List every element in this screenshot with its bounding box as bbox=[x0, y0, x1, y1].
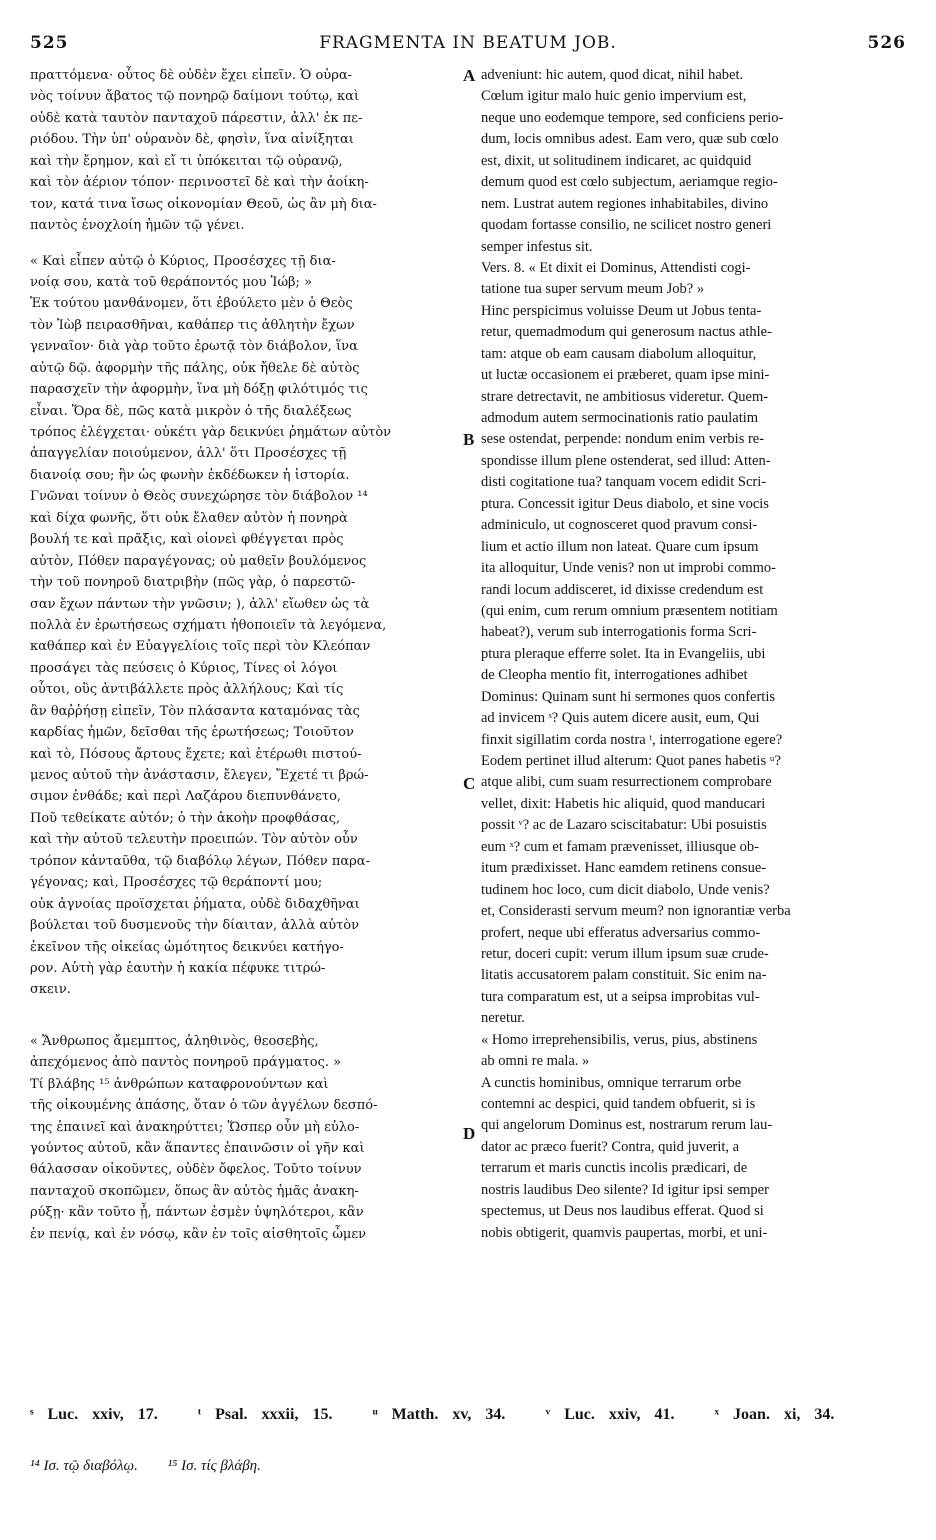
text-line: tam: atque ob eam causam diabolum alloquitur, bbox=[481, 345, 757, 362]
text-line: ἐκεῖνον τῆς οἰκείας ὠμότητος δεικνύει κατήγο- bbox=[30, 939, 344, 955]
text-line: neque uno eodemque tempore, sed conficiens perio- bbox=[481, 109, 784, 126]
text-line: randi locum addisceret, id dixisse credendum est bbox=[481, 581, 764, 598]
footnote-ref: ᵘ Matth. xv, 34. bbox=[372, 1406, 506, 1423]
text-line: πραττόμενα· οὗτος δὲ οὐδὲν ἔχει εἰπεῖν. Ὁ οὐρα- bbox=[30, 68, 353, 83]
text-line: ἂν θαῤῥήσῃ εἰπεῖν, Τὸν πλάσαντα καταμόνας τὰς bbox=[30, 703, 360, 719]
text-line: spondisse illum plene ostenderat, sed illud: Atten- bbox=[481, 452, 771, 469]
text-line: itum prædixisset. Hanc eamdem retinens consue- bbox=[481, 860, 767, 877]
text-line: γενναῖον· διὰ γὰρ τοῦτο ἐρωτᾷ τὸν διάβολον, ἵνα bbox=[30, 339, 358, 355]
text-line: semper infestus sit. bbox=[481, 238, 593, 255]
margin-mark-a: A bbox=[463, 66, 476, 85]
text-line: οὗτοι, οὓς ἀντιβάλλετε πρὸς ἀλλήλους; Καὶ τίς bbox=[30, 682, 344, 698]
text-line: (qui enim, cum rerum omnium præsentem notitiam bbox=[481, 602, 778, 619]
text-line: ab omni re mala. » bbox=[481, 1053, 590, 1070]
text-line: Ποῦ τεθείκατε αὐτόν; ὁ τὴν ἀκοὴν προφθάσας, bbox=[30, 810, 341, 826]
text-line: ἀπαγγελίαν ποιούμενον, ἀλλ' ὅτι Προσέσχες τῇ bbox=[30, 446, 347, 462]
latin-text bbox=[481, 65, 907, 1244]
text-line: retur, doceri cupit: verum illum ipsum suæ crude- bbox=[481, 945, 769, 962]
text-line: ut luctæ occasionem ei præberet, quam ipse mini- bbox=[481, 367, 770, 384]
text-line: καὶ τὸν ἀέριον τόπον· περινοστεῖ δὲ καὶ τὴν ἀοίκη- bbox=[30, 175, 369, 191]
margin-mark-c: C bbox=[463, 774, 476, 793]
text-line: θάλασσαν οἰκοῦντες, οὐδὲν ὄφελος. Τοῦτο τοίνυν bbox=[30, 1162, 362, 1178]
text-line: ptura. Concessit igitur Deus diabolo, et sine vocis bbox=[481, 495, 769, 512]
text-line: ἐν πενίᾳ, καὶ ἐν νόσῳ, κἂν ἐν τοῖς αἰσθητοῖς ὦμεν bbox=[30, 1226, 367, 1242]
footnote-variant: ¹⁴ Ισ. τῷ διαβόλῳ. bbox=[30, 1458, 138, 1474]
text-line: quodam fortasse consilio, ne scilicet nostro generi bbox=[481, 217, 772, 234]
text-line: de Cleopha mentio fit, interrogationes adhibet bbox=[481, 667, 748, 684]
text-line: profert, neque ubi efferatus adversarius commo- bbox=[481, 924, 761, 941]
text-line: γούντος αὐτοῦ, κἂν ἅπαντες ἐπαινῶσιν οἱ γῆν καὶ bbox=[30, 1141, 365, 1156]
text-line: qui angelorum Dominus est, nostrarum rerum lau- bbox=[481, 1117, 773, 1134]
text-line: τρόπος ἐλέγχεται· οὐκέτι γὰρ δεικνύει ῥημάτων αὐτὸν bbox=[30, 425, 392, 440]
text-line: καὶ τὴν αὐτοῦ τελευτὴν προειπών. Τὸν αὐτὸν οὖν bbox=[30, 832, 358, 848]
text-line: terrarum et maris cunctis incolis prædicari, de bbox=[481, 1160, 748, 1177]
text-line: habeat?), verum sub interrogationis forma Scri- bbox=[481, 624, 757, 641]
text-line: ρον. Αὐτὴ γὰρ ἑαυτὴν ἡ κακία πέφυκε τιτρώ- bbox=[30, 960, 326, 976]
text-line: οὐκ ἀγνοίας προϊσχεται ῥήματα, οὐδὲ διδαχθῆναι bbox=[30, 896, 360, 912]
text-line: spectemus, ut Deus nos laudibus efferat. Quod si bbox=[481, 1203, 764, 1220]
text-line: lium et actio illum non lateat. Quare cum ipsum bbox=[481, 538, 759, 555]
footnote-references bbox=[30, 1406, 906, 1424]
margin-mark-b: B bbox=[463, 430, 475, 449]
text-line: nem. Lustrat autem regiones inhabitabiles, divino bbox=[481, 195, 769, 212]
text-line: admodum autem sermocinationis ratio paulatim bbox=[481, 410, 759, 426]
text-line: τῆς οἰκουμένης ἁπάσης, ὅταν ὁ τῶν ἀγγέλων δεσπό- bbox=[30, 1098, 378, 1114]
text-line: Τί βλάβης ¹⁵ ἀνθρώπων καταφρονούντων καὶ bbox=[30, 1076, 329, 1092]
text-line: ita alloquitur, Unde venis? non ut improbi commo- bbox=[481, 560, 777, 577]
text-line: eum ˣ? cum et famam prævenisset, illiusque ob- bbox=[481, 838, 760, 855]
text-line: Ἐκ τούτου μανθάνομεν, ὅτι ἐβούλετο μὲν ὁ Θεὸς bbox=[30, 296, 353, 312]
footnote-ref: ᵛ Luc. xxiv, 41. bbox=[545, 1406, 675, 1423]
text-line: νὸς τοίνυν ἄβατος τῷ πονηρῷ δαίμονι τούτῳ, καὶ bbox=[30, 89, 360, 105]
text-line: ἀπεχόμενος ἀπὸ παντὸς πονηροῦ πράγματος. » bbox=[30, 1055, 342, 1071]
text-line: vellet, dixit: Habetis hic aliquid, quod manducari bbox=[481, 795, 766, 812]
text-line: τὴν τοῦ πονηροῦ διατριβὴν (πῶς γὰρ, ὁ παρεστῶ- bbox=[30, 575, 356, 591]
text-line: καθάπερ καὶ ἐν Εὐαγγελίοις τοῖς περὶ τὸν Κλεόπαν bbox=[30, 639, 371, 655]
greek-paragraph-3 bbox=[30, 1031, 462, 1245]
text-line: dator ac præco fuerit? Contra, quid juverit, a bbox=[481, 1138, 740, 1155]
footnote-ref: ˢ Luc. xxiv, 17. bbox=[30, 1406, 158, 1423]
text-line: Dominus: Quinam sunt hi sermones quos confertis bbox=[481, 688, 776, 705]
text-line: et, Considerasti servum meum? non ignorantiæ verba bbox=[481, 903, 791, 920]
text-line: ad invicem ˢ? Quis autem dicere ausit, eum, Qui bbox=[481, 710, 760, 727]
text-line: neretur. bbox=[481, 1010, 525, 1027]
text-line: tatione tua super servum meum Job? » bbox=[481, 281, 705, 298]
text-line: διανοίᾳ σου; ἣν ὡς φωνὴν ἐκδέδωκεν ἡ ἱστορία. bbox=[30, 467, 350, 483]
text-line: παντὸς ἐνοχλοίη ἡμῶν τῷ γένει. bbox=[30, 218, 245, 234]
text-line: Vers. 8. « Et dixit ei Dominus, Attendisti cogi- bbox=[481, 259, 751, 276]
page-number-right: 526 bbox=[867, 33, 906, 53]
text-line: καρδίας ἡμῶν, δεῖσθαι τῆς ἐρωτήσεως; Τοιοῦτον bbox=[30, 725, 354, 741]
text-line: καὶ τὴν ἔρημον, καὶ εἴ τι ὑπόκειται τῷ οὐρανῷ, bbox=[30, 153, 343, 169]
text-line: βουλή τε καὶ πρᾶξις, καὶ οἱονεὶ φθέγγεται πρὸς bbox=[30, 532, 344, 548]
running-title: FRAGMENTA IN BEATUM JOB. bbox=[319, 33, 617, 53]
latin-column bbox=[481, 65, 907, 1244]
text-line: dum, locis omnibus adest. Eam vero, quæ sub cœlo bbox=[481, 131, 779, 148]
text-line: disti cogitatione tua? tanquam vocem edidit Scri- bbox=[481, 474, 767, 491]
greek-column bbox=[30, 65, 462, 1245]
text-line: παρασχεῖν τὴν ἀφορμὴν, ἵνα μὴ δόξῃ φιλότιμός τις bbox=[30, 382, 368, 398]
text-line: strare detrectavit, ne ambitiosus videretur. Quem- bbox=[481, 388, 769, 405]
text-line: αὐτῷ δῷ. ἀφορμὴν τῆς πάλης, οὐκ ἤθελε δὲ αὐτὸς bbox=[30, 360, 360, 376]
text-line: est, dixit, ut solitudinem indicaret, ac quidquid bbox=[481, 152, 752, 169]
text-line: Hinc perspicimus voluisse Deum ut Jobus tenta- bbox=[481, 302, 762, 319]
page-number-left: 525 bbox=[30, 33, 69, 53]
margin-mark-d: D bbox=[463, 1124, 476, 1143]
text-line: προσάγει τὰς πεύσεις ὁ Κύριος, Τίνες οἱ λόγοι bbox=[30, 660, 338, 676]
text-line: A cunctis hominibus, omnique terrarum orbe bbox=[481, 1074, 742, 1091]
text-line: retur, quemadmodum qui generosum nactus athle- bbox=[481, 324, 772, 341]
text-line: possit ᵛ? ac de Lazaro sciscitabatur: Ubi posuistis bbox=[481, 817, 767, 834]
text-line: ριόδου. Τὴν ὑπ' οὐρανὸν δὲ, φησὶν, ἵνα αἰνίξηται bbox=[30, 132, 354, 148]
text-line: tudinem hoc loco, cum dicit diabolo, Unde venis? bbox=[481, 881, 770, 898]
text-line: Γνῶναι τοίνυν ὁ Θεὸς συνεχώρησε τὸν διάβολον ¹⁴ bbox=[30, 489, 368, 505]
text-line: της ἐπαινεῖ καὶ ἀνακηρύττει; Ὥσπερ οὖν μὴ εὐλο- bbox=[30, 1119, 360, 1135]
text-line: σαν ἔχων πάντων τὴν γνῶσιν; ), ἀλλ' εἴωθεν ὡς τὰ bbox=[30, 596, 370, 612]
text-line: πανταχοῦ σκοπῶμεν, ὅπως ἂν αὐτὸς ἡμᾶς ἀνακη- bbox=[30, 1183, 359, 1199]
text-line: βούλεται τοῦ δυσμενοῦς τὴν δίαιταν, ἀλλὰ αὐτὸν bbox=[30, 918, 360, 934]
text-line: Eodem pertinet illud alterum: Quot panes habetis ᵘ? bbox=[481, 753, 781, 769]
text-line: nostris laudibus Deo silente? Id igitur ipsi semper bbox=[481, 1181, 769, 1198]
greek-paragraph-2 bbox=[30, 251, 462, 1001]
greek-paragraph-1 bbox=[30, 65, 462, 237]
text-line: tura comparatum est, ut a seipsa improbitas vul- bbox=[481, 988, 760, 1005]
text-line: καὶ δίχα φωνῆς, ὅτι οὐκ ἔλαθεν αὐτὸν ἡ πονηρὰ bbox=[30, 510, 348, 526]
text-line: γέγονας; καὶ, Προσέσχες τῷ θεράποντί μου; bbox=[30, 875, 323, 891]
text-line: οὐδὲ κατὰ ταυτὸν πανταχοῦ πάρεστιν, ἀλλ' ἐκ πε- bbox=[30, 110, 363, 126]
text-line: sese ostendat, perpende: nondum enim verbis re- bbox=[481, 431, 765, 448]
text-line: contemni ac despici, quid tandem obfuerit, si is bbox=[481, 1096, 756, 1112]
text-line: σιμον ἐνθάδε; καὶ περὶ Λαζάρου διεπυνθάνετο, bbox=[30, 789, 342, 805]
text-line: finxit sigillatim corda nostra ᵗ, interrogatione egere? bbox=[481, 731, 783, 748]
text-line: καὶ τὸ, Πόσους ἄρτους ἔχετε; καὶ ἑτέρωθι πιστού- bbox=[30, 746, 362, 762]
text-line: τον, κατά τινα ἴσως οἰκονομίαν Θεοῦ, ὡς ἂν μὴ δια- bbox=[30, 196, 377, 212]
footnote-variant: ¹⁵ Ισ. τίς βλάβη. bbox=[167, 1458, 261, 1474]
text-line: nobis obtigerit, quamvis paupertas, morbi, et uni- bbox=[481, 1224, 768, 1241]
text-line: Cœlum igitur malo huic genio impervium est, bbox=[481, 88, 747, 105]
text-line: μενος αὐτοῦ τὴν ἀνάστασιν, ἔλεγεν, Ἔχετέ τι βρώ- bbox=[30, 768, 369, 783]
footnote-variants bbox=[30, 1458, 906, 1475]
text-line: αὐτὸν, Πόθεν παραγέγονας; οὐ μαθεῖν βουλόμενος bbox=[30, 553, 367, 569]
text-line: atque alibi, cum suam resurrectionem comprobare bbox=[481, 774, 772, 791]
text-line: εἶναι. Ὅρα δὲ, πῶς κατὰ μικρὸν ὁ τῆς διαλέξεως bbox=[30, 403, 352, 419]
text-line: τὸν Ἰὼβ πειρασθῆναι, καθάπερ τις ἀθλητὴν ἔχων bbox=[30, 317, 355, 333]
text-line: τρόπον κἀνταῦθα, τῷ διαβόλῳ λέγων, Πόθεν παρα- bbox=[30, 853, 370, 869]
text-line: adveniunt: hic autem, quod dicat, nihil habet. bbox=[481, 67, 744, 83]
text-line: ptura pleraque efferre solet. Ita in Evangeliis, ubi bbox=[481, 645, 766, 662]
text-line: νοίᾳ σου, κατὰ τοῦ θεράποντός μου Ἰώβ; » bbox=[30, 274, 313, 290]
text-line: « Καὶ εἶπεν αὐτῷ ὁ Κύριος, Προσέσχες τῇ δια- bbox=[30, 253, 336, 269]
text-line: σκειν. bbox=[30, 982, 71, 998]
text-line: litatis accusatorem palam constituit. Sic enim na- bbox=[481, 967, 767, 984]
text-line: πολλὰ ἐν ἐρωτήσεως σχήματι ἠθοποιεῖν τὰ λεγόμενα, bbox=[30, 617, 387, 633]
footnote-ref: ᵗ Psal. xxxii, 15. bbox=[197, 1406, 333, 1423]
text-line: adminiculo, ut cognosceret quod pravum consi- bbox=[481, 517, 758, 534]
footnote-ref: ˣ Joan. xi, 34. bbox=[714, 1406, 835, 1423]
text-line: demum quod est cœlo subjectum, aeriamque regio- bbox=[481, 174, 778, 191]
page-header bbox=[30, 33, 906, 59]
text-line: ρύξῃ· κἂν τοῦτο ᾖ, πάντων ἐσμὲν ὑψηλότεροι, κἂν bbox=[30, 1205, 364, 1221]
text-line: « Ἄνθρωπος ἄμεμπτος, ἀληθινὸς, θεοσεβὴς, bbox=[30, 1033, 319, 1049]
text-line: « Homo irreprehensibilis, verus, pius, abstinens bbox=[481, 1031, 758, 1048]
